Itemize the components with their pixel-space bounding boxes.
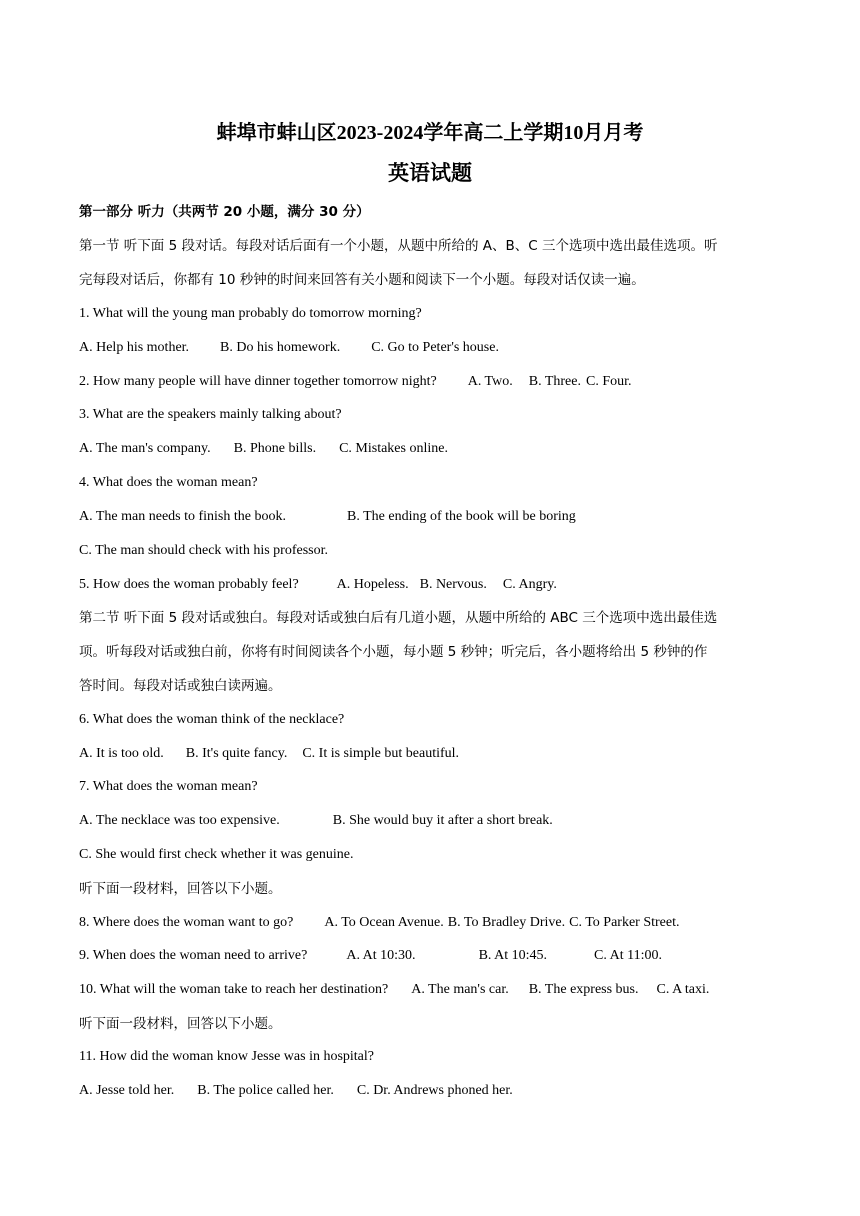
section2-instructions-line3: 答时间。每段对话或独白读两遍。 bbox=[79, 678, 282, 694]
part1-heading-b: 小题，满分 bbox=[242, 204, 320, 220]
option-4b: B. The ending of the book will be boring bbox=[347, 509, 576, 524]
option-7a: A. The necklace was too expensive. bbox=[79, 813, 280, 828]
question-4-options-ab bbox=[79, 507, 576, 527]
section2-instructions-line2: 项。听每段对话或独白前，你将有时间阅读各个小题，每小题 5 秒钟；听完后，各小题将给出 5 秒钟的作 bbox=[79, 644, 708, 660]
part1-heading-num1: 20 bbox=[223, 204, 243, 220]
question-9 bbox=[79, 946, 662, 966]
option-11a: A. Jesse told her. bbox=[79, 1083, 175, 1098]
option-10c: C. A taxi. bbox=[656, 982, 710, 997]
option-1c: C. Go to Peter's house. bbox=[371, 340, 499, 355]
question-1-options bbox=[79, 338, 499, 358]
question-11-options bbox=[79, 1081, 513, 1101]
exam-title: 蚌埠市蚌山区2023-2024学年高二上学期10月月考 bbox=[216, 122, 644, 144]
option-8a: A. To Ocean Avenue. bbox=[324, 915, 444, 930]
material-note-2: 听下面一段材料，回答以下小题。 bbox=[79, 1016, 282, 1032]
question-11: 11. How did the woman know Jesse was in hospital? bbox=[79, 1049, 374, 1064]
option-5b: B. Nervous. bbox=[419, 577, 487, 592]
question-9-text: 9. When does the woman need to arrive? bbox=[79, 948, 308, 963]
exam-subtitle: 英语试题 bbox=[388, 161, 472, 185]
option-4a: A. The man needs to finish the book. bbox=[79, 509, 286, 524]
option-11c: C. Dr. Andrews phoned her. bbox=[356, 1083, 513, 1098]
option-9c: C. At 11:00. bbox=[594, 948, 662, 963]
option-7b: B. She would buy it after a short break. bbox=[332, 813, 553, 828]
option-2a: A. Two. bbox=[467, 374, 513, 389]
question-6-options bbox=[79, 744, 459, 764]
option-2b: B. Three. bbox=[528, 374, 581, 389]
option-6b: B. It's quite fancy. bbox=[185, 746, 288, 761]
option-7c: C. She would first check whether it was genuine. bbox=[79, 847, 354, 862]
question-2-text: 2. How many people will have dinner together tomorrow night? bbox=[79, 374, 437, 389]
question-3: 3. What are the speakers mainly talking about? bbox=[79, 407, 342, 422]
option-6c: C. It is simple but beautiful. bbox=[302, 746, 460, 761]
option-3b: B. Phone bills. bbox=[233, 441, 317, 456]
option-3c: C. Mistakes online. bbox=[339, 441, 448, 456]
option-4c: C. The man should check with his professor. bbox=[79, 543, 328, 558]
question-7-options-ab bbox=[79, 811, 553, 831]
option-3a: A. The man's company. bbox=[79, 441, 211, 456]
option-11b: B. The police called her. bbox=[197, 1083, 334, 1098]
option-6a: A. It is too old. bbox=[79, 746, 164, 761]
question-6: 6. What does the woman think of the necklace? bbox=[79, 712, 345, 727]
option-9a: A. At 10:30. bbox=[346, 948, 416, 963]
option-10b: B. The express bus. bbox=[528, 982, 639, 997]
section2-instructions-line1: 第二节 听下面 5 段对话或独白。每段对话或独白后有几道小题，从题中所给的 ABC 三个选项中选出最佳选 bbox=[79, 610, 718, 626]
option-1a: A. Help his mother. bbox=[79, 340, 190, 355]
question-2 bbox=[79, 372, 632, 392]
section1-instructions-line1: 第一节 听下面 5 段对话。每段对话后面有一个小题，从题中所给的 A、B、C 三个选项中选出最佳选项。听 bbox=[79, 238, 718, 254]
question-10-text: 10. What will the woman take to reach her destination? bbox=[79, 982, 389, 997]
option-5c: C. Angry. bbox=[502, 577, 557, 592]
option-8b: B. To Bradley Drive. bbox=[447, 915, 566, 930]
question-10 bbox=[79, 980, 709, 1000]
material-note-1: 听下面一段材料，回答以下小题。 bbox=[79, 881, 282, 897]
option-5a: A. Hopeless. bbox=[336, 577, 409, 592]
part1-heading-a: 第一部分 听力（共两节 bbox=[79, 204, 224, 220]
option-1b: B. Do his homework. bbox=[220, 340, 341, 355]
section1-instructions-line2: 完每段对话后，你都有 10 秒钟的时间来回答有关小题和阅读下一个小题。每段对话仅读一遍。 bbox=[79, 272, 645, 288]
question-3-options bbox=[79, 439, 448, 459]
part1-heading-c: 分） bbox=[337, 204, 370, 220]
question-8 bbox=[79, 913, 680, 933]
option-2c: C. Four. bbox=[585, 374, 632, 389]
part1-heading bbox=[79, 202, 370, 222]
part1-heading-num2: 30 bbox=[319, 204, 338, 220]
question-8-text: 8. Where does the woman want to go? bbox=[79, 915, 294, 930]
question-1: 1. What will the young man probably do tomorrow morning? bbox=[79, 306, 422, 321]
question-4: 4. What does the woman mean? bbox=[79, 475, 258, 490]
question-5 bbox=[79, 575, 557, 595]
option-8c: C. To Parker Street. bbox=[569, 915, 680, 930]
question-7: 7. What does the woman mean? bbox=[79, 779, 258, 794]
question-5-text: 5. How does the woman probably feel? bbox=[79, 577, 299, 592]
option-9b: B. At 10:45. bbox=[478, 948, 548, 963]
option-10a: A. The man's car. bbox=[411, 982, 509, 997]
